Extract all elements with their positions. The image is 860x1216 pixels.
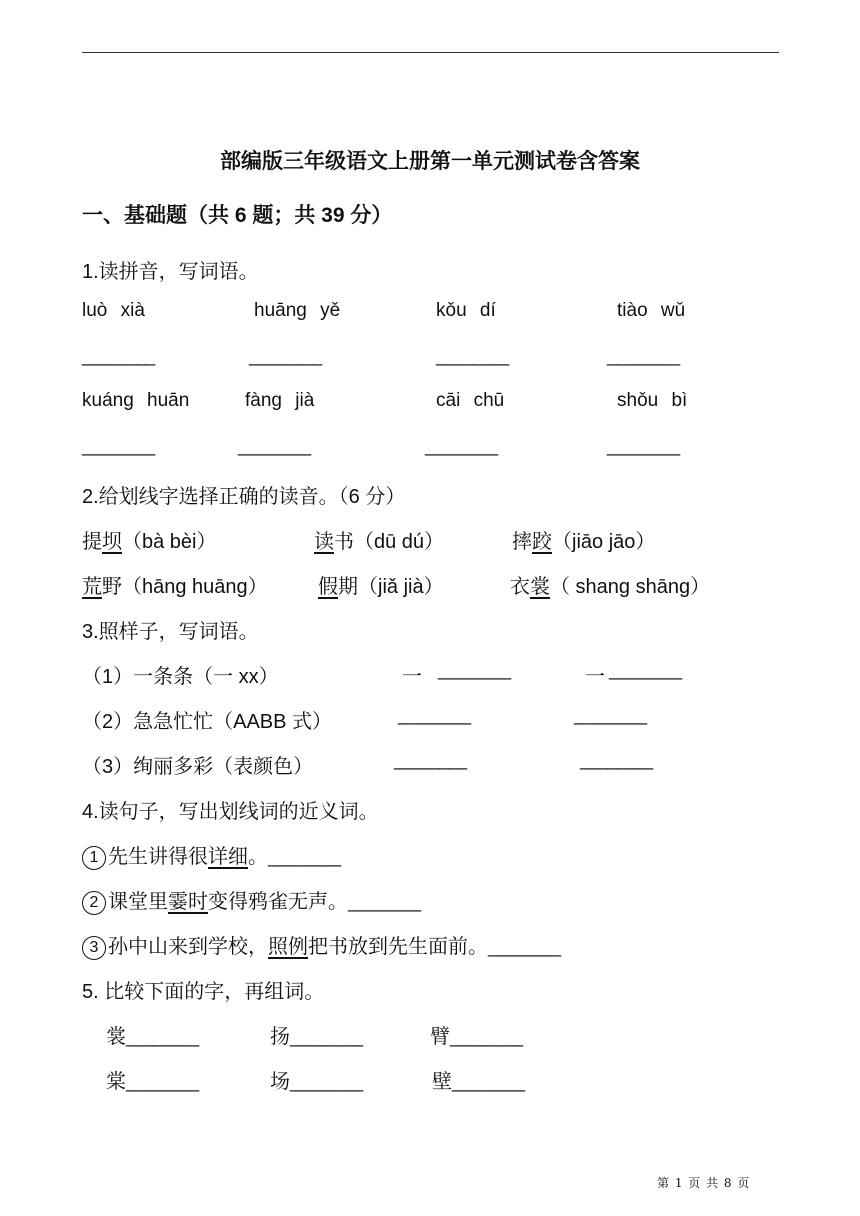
reading-choice: 读书（dū dú） xyxy=(314,531,445,553)
q5-stem: 5. 比较下面的字，再组词。 xyxy=(82,981,325,1003)
answer-blank[interactable]: ________ xyxy=(249,346,322,366)
synonym-sentence: 2 课堂里霎时变得鸦雀无声。________ xyxy=(82,885,420,915)
answer-blank[interactable]: ________ xyxy=(398,705,471,725)
answer-blank[interactable]: ________ xyxy=(609,660,682,680)
synonym-sentence: 3 孙中山来到学校，照例把书放到先生面前。________ xyxy=(82,930,560,960)
reading-choice: 衣裳（ shang shāng） xyxy=(510,576,711,598)
page-number: 第 1 页 共 8 页 xyxy=(657,1176,750,1190)
pinyin-item: kǒu dí xyxy=(436,300,496,321)
compare-char: 场________ xyxy=(270,1071,363,1093)
answer-blank[interactable]: ________ xyxy=(394,750,467,770)
pinyin-item: tiào wǔ xyxy=(617,300,686,321)
circled-number: 3 xyxy=(82,936,106,960)
section-heading: 一、基础题（共 6 题；共 39 分） xyxy=(82,204,393,227)
answer-blank[interactable]: ________ xyxy=(450,1027,523,1047)
answer-blank[interactable]: ________ xyxy=(425,436,498,456)
answer-blank[interactable]: ________ xyxy=(82,346,155,366)
answer-blank[interactable]: ________ xyxy=(580,750,653,770)
header-rule xyxy=(82,52,779,53)
pinyin-item: huānɡ yě xyxy=(254,300,341,321)
reading-options[interactable]: （jiāo jāo） xyxy=(552,531,656,553)
pinyin-item: luò xià xyxy=(82,300,145,321)
circled-number: 2 xyxy=(82,891,106,915)
q3-stem: 3.照样子，写词语。 xyxy=(82,621,259,643)
answer-blank[interactable]: ________ xyxy=(607,346,680,366)
answer-blank[interactable]: ________ xyxy=(348,892,421,912)
answer-blank[interactable]: ________ xyxy=(126,1072,199,1092)
q1-stem: 1.读拼音，写词语。 xyxy=(82,261,259,283)
q3-item-label: （2）急急忙忙（AABB 式） xyxy=(82,711,333,733)
answer-blank[interactable]: ________ xyxy=(238,436,311,456)
reading-options[interactable]: （ shang shāng） xyxy=(550,576,711,598)
compare-char: 棠________ xyxy=(106,1071,199,1093)
answer-blank[interactable]: ________ xyxy=(574,705,647,725)
reading-options[interactable]: （dū dú） xyxy=(354,531,445,553)
compare-char: 臂________ xyxy=(430,1026,523,1048)
answer-blank[interactable]: ________ xyxy=(268,847,341,867)
pinyin-item: fànɡ jià xyxy=(245,390,315,411)
compare-char: 扬________ xyxy=(270,1026,363,1048)
circled-number: 1 xyxy=(82,846,106,870)
pinyin-item: kuánɡ huān xyxy=(82,390,190,411)
q4-stem: 4.读句子，写出划线词的近义词。 xyxy=(82,801,379,823)
word-prefix: 一 xyxy=(402,666,422,688)
synonym-sentence: 1 先生讲得很详细。________ xyxy=(82,840,340,870)
answer-blank[interactable]: ________ xyxy=(82,436,155,456)
page-title: 部编版三年级语文上册第一单元测试卷含答案 xyxy=(220,150,640,173)
answer-blank[interactable]: ________ xyxy=(607,436,680,456)
answer-blank[interactable]: ________ xyxy=(436,346,509,366)
q3-item-label: （3）绚丽多彩（表颜色） xyxy=(82,756,314,778)
reading-choice: 假期（jiǎ jià） xyxy=(318,576,444,598)
reading-choice: 摔跤（jiāo jāo） xyxy=(512,531,656,553)
q2-stem: 2.给划线字选择正确的读音。（6 分） xyxy=(82,486,406,508)
answer-blank[interactable]: ________ xyxy=(452,1072,525,1092)
answer-blank[interactable]: ________ xyxy=(438,660,511,680)
compare-char: 裳________ xyxy=(106,1026,199,1048)
compare-char: 壁________ xyxy=(432,1071,525,1093)
reading-choice: 荒野（hāng huāng） xyxy=(82,576,268,598)
answer-blank[interactable]: ________ xyxy=(290,1027,363,1047)
q3-item-label: （1）一条条（一 xx） xyxy=(82,666,279,688)
pinyin-item: shǒu bì xyxy=(617,390,688,411)
reading-choice: 提坝（bà bèi） xyxy=(82,531,217,553)
answer-blank[interactable]: ________ xyxy=(290,1072,363,1092)
reading-options[interactable]: （bà bèi） xyxy=(122,531,217,553)
answer-blank[interactable]: ________ xyxy=(126,1027,199,1047)
answer-blank[interactable]: ________ xyxy=(488,937,561,957)
reading-options[interactable]: （jiǎ jià） xyxy=(358,576,444,598)
pinyin-item: cāi chū xyxy=(436,390,505,411)
reading-options[interactable]: （hāng huāng） xyxy=(122,576,268,598)
word-prefix: 一 xyxy=(585,666,605,688)
